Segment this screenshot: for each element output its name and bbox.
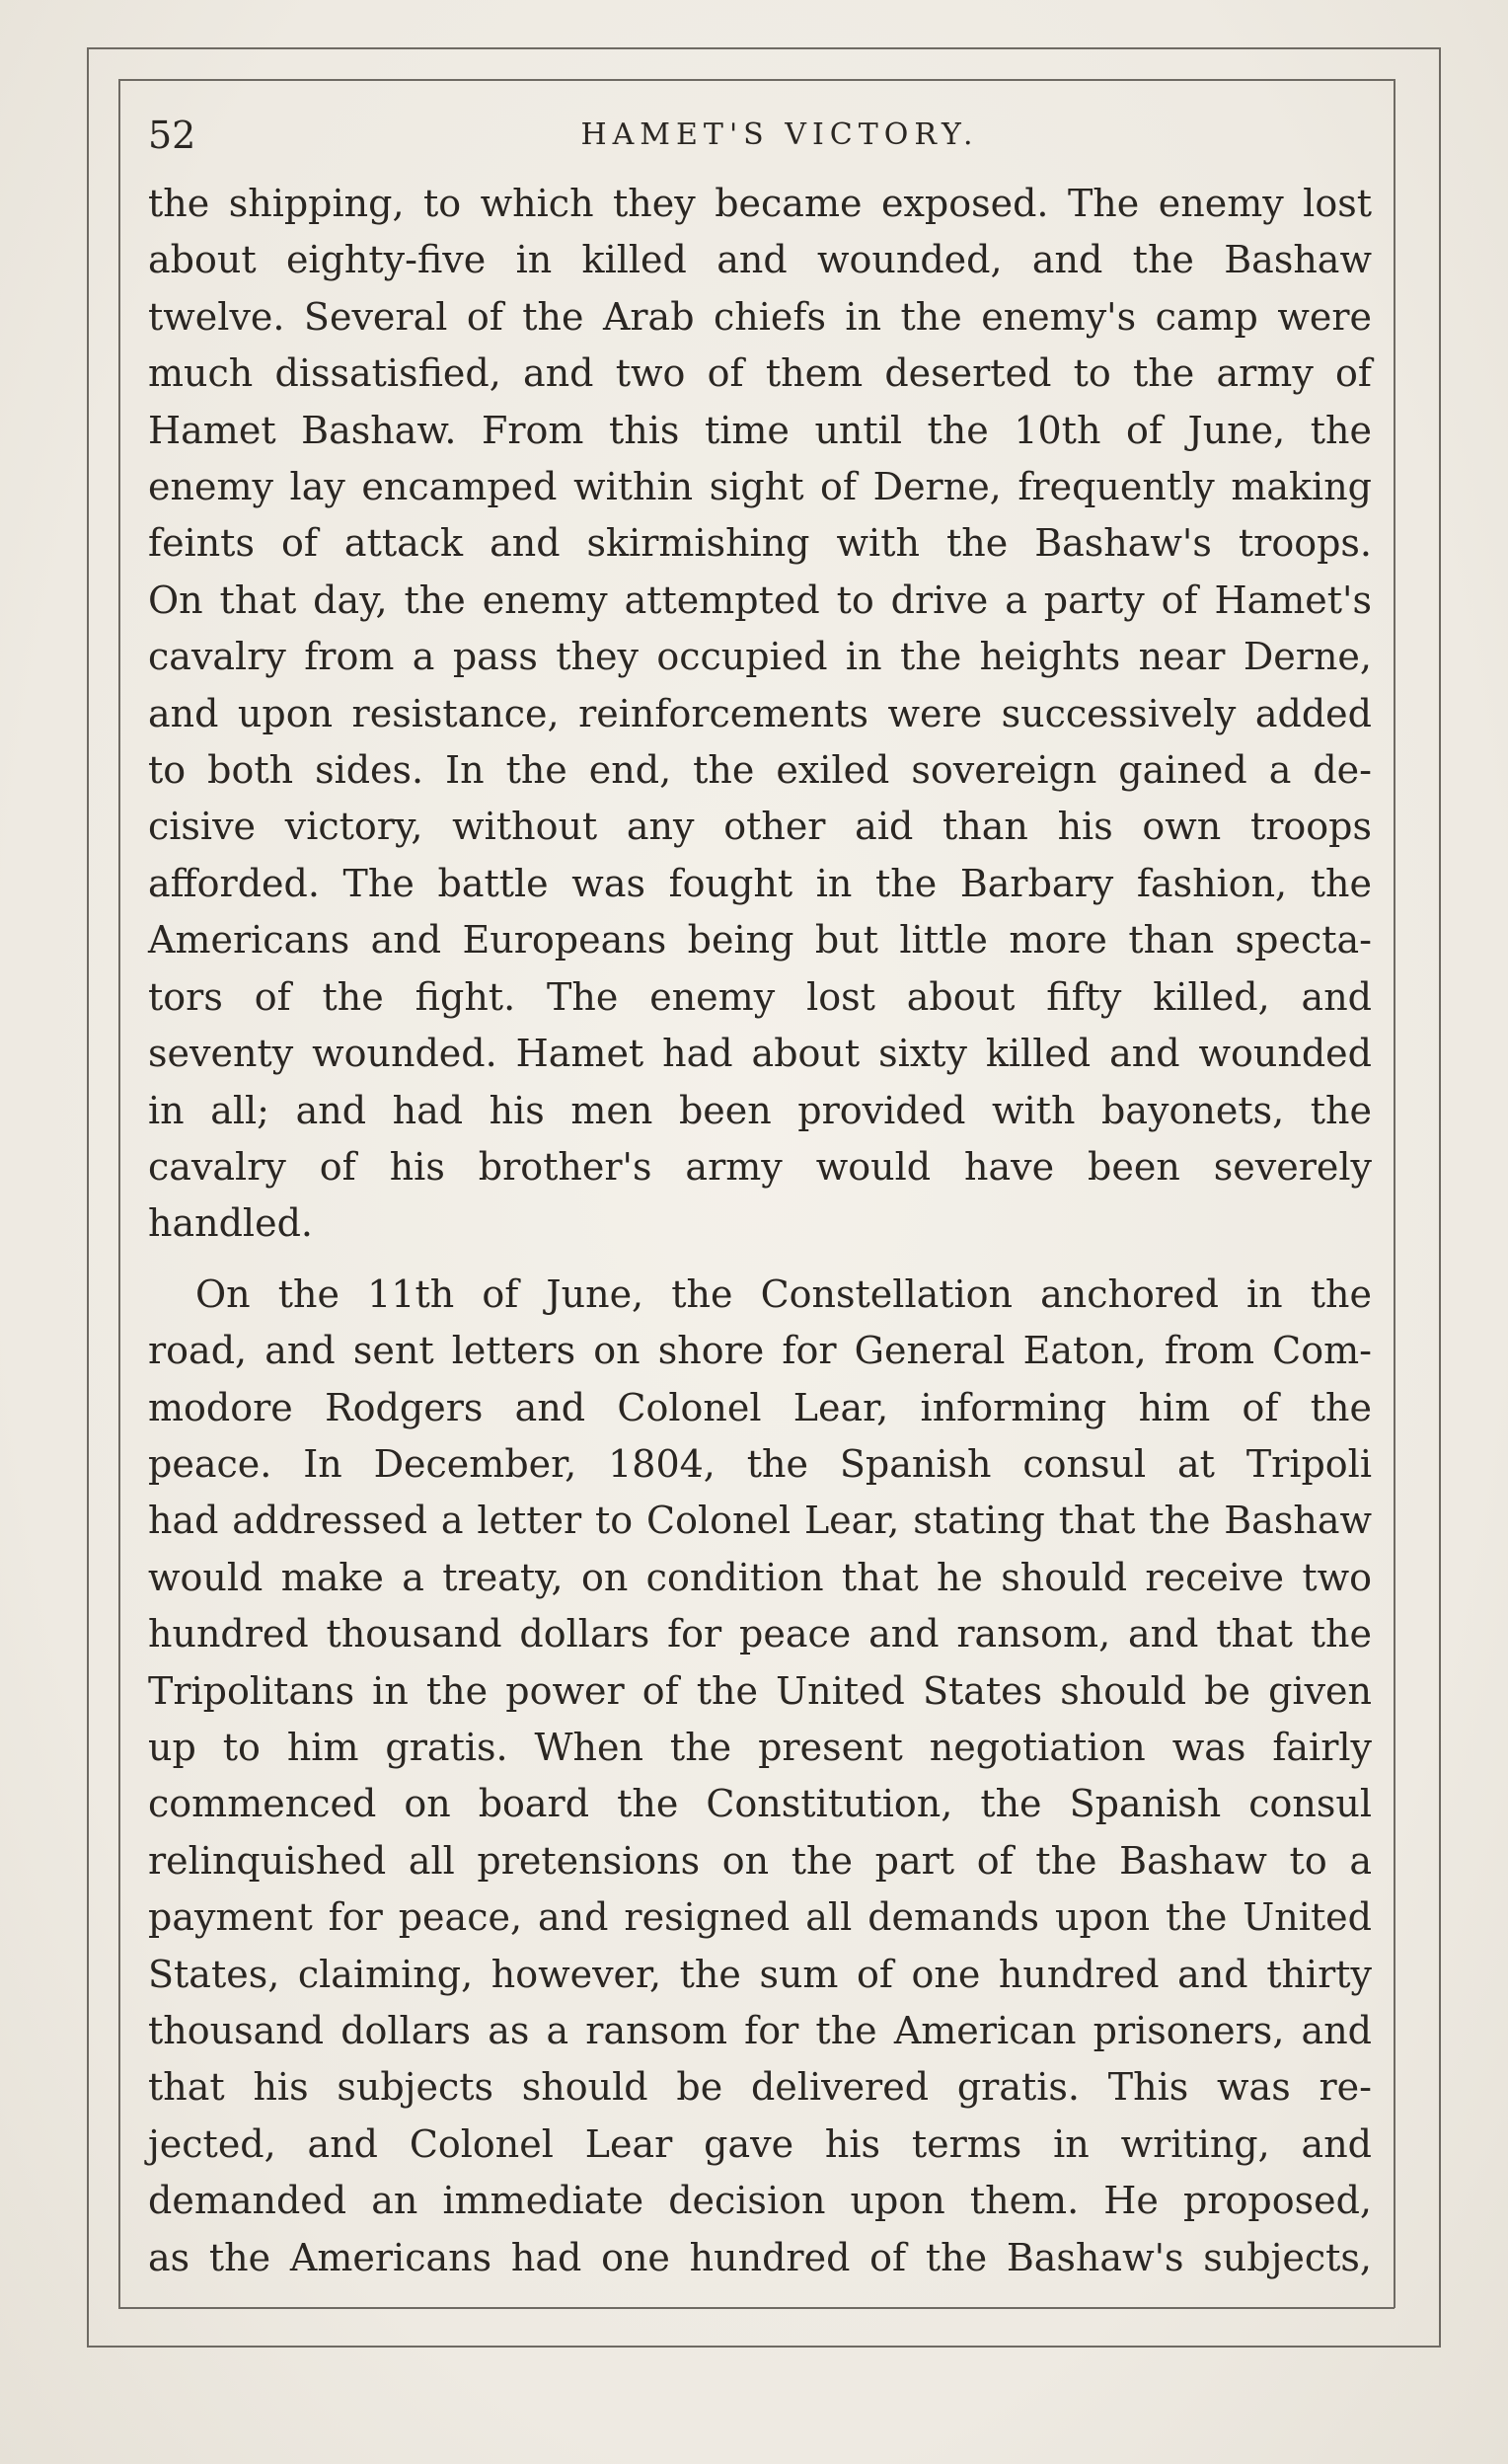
text-line: peace. In December, 1804, the Spanish consul at Tripoli bbox=[148, 1441, 1372, 1486]
text-line: tors of the fight. The enemy lost about fifty killed, and bbox=[148, 974, 1372, 1019]
text-line: up to him gratis. When the present negotiation was fairly bbox=[148, 1725, 1372, 1769]
text-line: commenced on board the Constitution, the Spanish consul bbox=[148, 1782, 1372, 1826]
text-line: States, claiming, however, the sum of one hundred and thirty bbox=[148, 1952, 1372, 1996]
text-line: On that day, the enemy attempted to drive a party of Hamet's bbox=[148, 578, 1372, 622]
text-line: enemy lay encamped within sight of Derne, frequently making bbox=[148, 465, 1372, 509]
page-number: 52 bbox=[148, 114, 196, 157]
text-line: hundred thousand dollars for peace and ransom, and that the bbox=[148, 1612, 1372, 1656]
inner-border-top bbox=[118, 79, 1395, 81]
text-line: and upon resistance, reinforcements were successively added bbox=[148, 691, 1372, 735]
text-line: that his subjects should be delivered gratis. This was re- bbox=[148, 2065, 1372, 2110]
text-line: handled. bbox=[148, 1201, 313, 1246]
text-line: cavalry from a pass they occupied in the heights near Derne, bbox=[148, 635, 1372, 679]
text-line: cavalry of his brother's army would have been severely bbox=[148, 1144, 1372, 1189]
paragraph-1 bbox=[148, 176, 1372, 1253]
text-line: cisive victory, without any other aid than his own troops bbox=[148, 805, 1372, 849]
text-line: about eighty-five in killed and wounded, and the Bashaw bbox=[148, 238, 1372, 282]
text-line: Americans and Europeans being but little more than specta- bbox=[148, 918, 1372, 962]
text-line-content: On the 11th of June, the Constellation anchored in the bbox=[195, 1271, 1372, 1316]
text-line: relinquished all pretensions on the part of the Bashaw to a bbox=[148, 1838, 1372, 1883]
text-line: to both sides. In the end, the exiled sovereign gained a de- bbox=[148, 748, 1372, 793]
inner-border-left bbox=[118, 79, 120, 2308]
text-line: twelve. Several of the Arab chiefs in the enemy's camp were bbox=[148, 294, 1372, 339]
page-header bbox=[148, 111, 1372, 160]
text-line: the shipping, to which they became exposed. The enemy lost bbox=[148, 182, 1372, 225]
inner-border-bottom bbox=[118, 2307, 1395, 2309]
text-line: would make a treaty, on condition that he should receive two bbox=[148, 1555, 1372, 1599]
text-line: Tripolitans in the power of the United States should be given bbox=[148, 1668, 1372, 1713]
text-line: in all; and had his men been provided with bayonets, the bbox=[148, 1088, 1372, 1132]
text-line: Hamet Bashaw. From this time until the 10th of June, the bbox=[148, 408, 1372, 452]
text-line: thousand dollars as a ransom for the American prisoners, and bbox=[148, 2009, 1372, 2052]
outer-border-left bbox=[87, 47, 89, 2348]
text-line: had addressed a letter to Colonel Lear, stating that the Bashaw bbox=[148, 1499, 1372, 1543]
text-line: jected, and Colonel Lear gave his terms in writing, and bbox=[148, 2121, 1372, 2166]
text-line: as the Americans had one hundred of the Bashaw's subjects, bbox=[148, 2235, 1372, 2279]
text-line: afforded. The battle was fought in the Barbary fashion, the bbox=[148, 861, 1372, 905]
text-line: seventy wounded. Hamet had about sixty killed and wounded bbox=[148, 1032, 1372, 1076]
text-line: payment for peace, and resigned all demands upon the United bbox=[148, 1895, 1372, 1940]
page-body bbox=[148, 176, 1372, 2286]
outer-border-top bbox=[87, 47, 1441, 49]
paragraph-2 bbox=[148, 1267, 1372, 2286]
running-title: HAMET'S VICTORY. bbox=[580, 117, 979, 152]
outer-border-right bbox=[1439, 47, 1441, 2348]
text-line: much dissatisfied, and two of them deserted to the army of bbox=[148, 351, 1372, 396]
text-line: demanded an immediate decision upon them. He proposed, bbox=[148, 2179, 1372, 2223]
outer-border-bottom bbox=[87, 2346, 1441, 2348]
text-line: modore Rodgers and Colonel Lear, informing him of the bbox=[148, 1385, 1372, 1429]
text-line: road, and sent letters on shore for General Eaton, from Com- bbox=[148, 1329, 1372, 1373]
text-line bbox=[148, 1267, 1372, 1323]
inner-border-right bbox=[1394, 79, 1395, 2308]
text-line: feints of attack and skirmishing with the Bashaw's troops. bbox=[148, 521, 1372, 566]
